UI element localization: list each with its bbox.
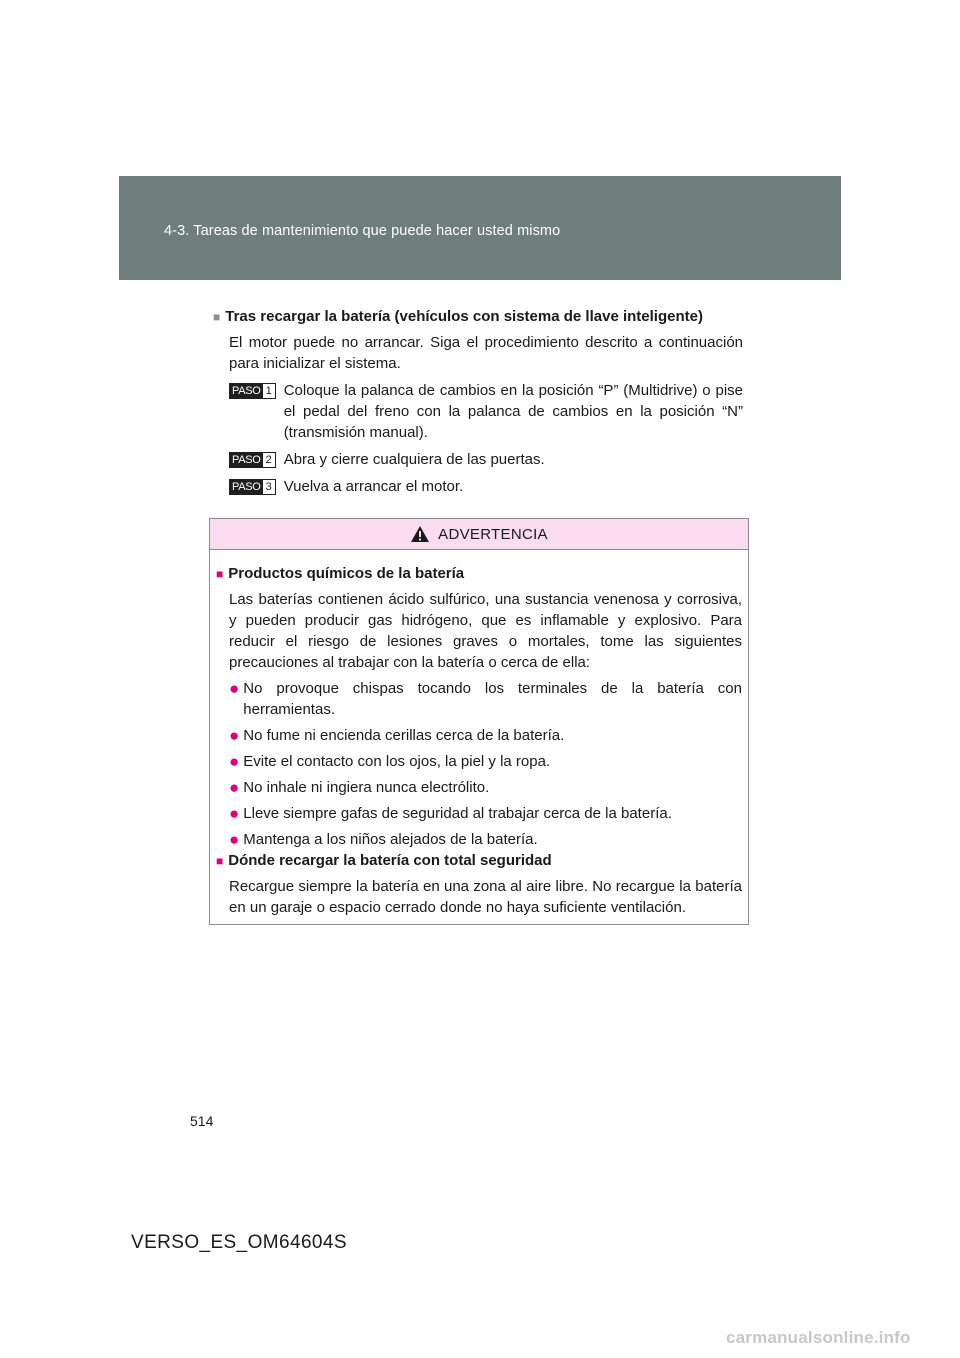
square-bullet-icon: ■ [213, 310, 221, 324]
step-3 [229, 476, 743, 497]
square-bullet-icon: ■ [216, 567, 224, 581]
list-item: ● No inhale ni ingiera nunca electrólito. [229, 778, 490, 797]
circle-bullet-icon: ● [229, 679, 240, 698]
after-recharge-section [213, 306, 743, 497]
square-bullet-icon: ■ [216, 854, 224, 868]
step-text: Abra y cierre cualquiera de las puertas. [283, 451, 545, 468]
section-title: 4-3. Tareas de mantenimiento que puede hacer usted mismo [164, 223, 561, 239]
safe-charging-text: Recargue siempre la batería en una zona al aire libre. No recargue la batería en un garaje o espacio cerrado donde no haya suficiente ventilación. [229, 878, 742, 916]
warning-box [209, 518, 749, 925]
circle-bullet-icon: ● [229, 778, 240, 797]
step-badge: PASO 3 [229, 479, 276, 495]
circle-bullet-icon: ● [229, 752, 240, 771]
warning-title: ADVERTENCIA [438, 525, 548, 543]
list-item: ● No provoque chispas tocando los terminales de la batería con herramientas. [229, 679, 742, 718]
step-2 [229, 449, 743, 470]
step-1 [229, 380, 743, 443]
document-code: VERSO_ES_OM64604S [131, 1232, 347, 1253]
header-band [119, 176, 841, 280]
circle-bullet-icon: ● [229, 726, 240, 745]
warning-header [210, 519, 748, 550]
after-recharge-intro: El motor puede no arrancar. Siga el procedimiento descrito a continuación para inicializar el sistema. [229, 334, 743, 372]
step-text: Coloque la palanca de cambios en la posición “P” (Multidrive) o pise el pedal del freno con la palanca de cambios en la posición “N” (transmisión manual). [283, 382, 743, 441]
circle-bullet-icon: ● [229, 830, 240, 849]
page-number: 514 [190, 1113, 214, 1129]
after-recharge-heading: ■ Tras recargar la batería (vehículos con sistema de llave inteligente) [213, 306, 743, 328]
warning-triangle-icon [410, 525, 430, 543]
circle-bullet-icon: ● [229, 804, 240, 823]
step-badge: PASO 1 [229, 383, 276, 399]
list-item: ● Mantenga a los niños alejados de la batería. [229, 830, 538, 849]
step-badge: PASO 2 [229, 452, 276, 468]
chemicals-heading: ■ Productos químicos de la batería [216, 563, 742, 585]
step-text: Vuelva a arrancar el motor. [283, 478, 464, 495]
list-item: ● Evite el contacto con los ojos, la piel y la ropa. [229, 752, 551, 771]
list-item: ● No fume ni encienda cerillas cerca de la batería. [229, 726, 565, 745]
chemicals-text: Las baterías contienen ácido sulfúrico, una sustancia venenosa y corrosiva, y pueden producir gas hidrógeno, que es inflamable y explosivo. Para reducir el riesgo de lesiones graves o mortales, tome las siguientes precauciones al trabajar con la batería o cerca de ella: [229, 591, 742, 671]
list-item: ● Lleve siempre gafas de seguridad al trabajar cerca de la batería. [229, 804, 672, 823]
safe-charging-heading: ■ Dónde recargar la batería con total seguridad [216, 850, 742, 872]
warning-body [210, 550, 748, 918]
watermark: carmanualsonline.info [726, 1328, 911, 1347]
